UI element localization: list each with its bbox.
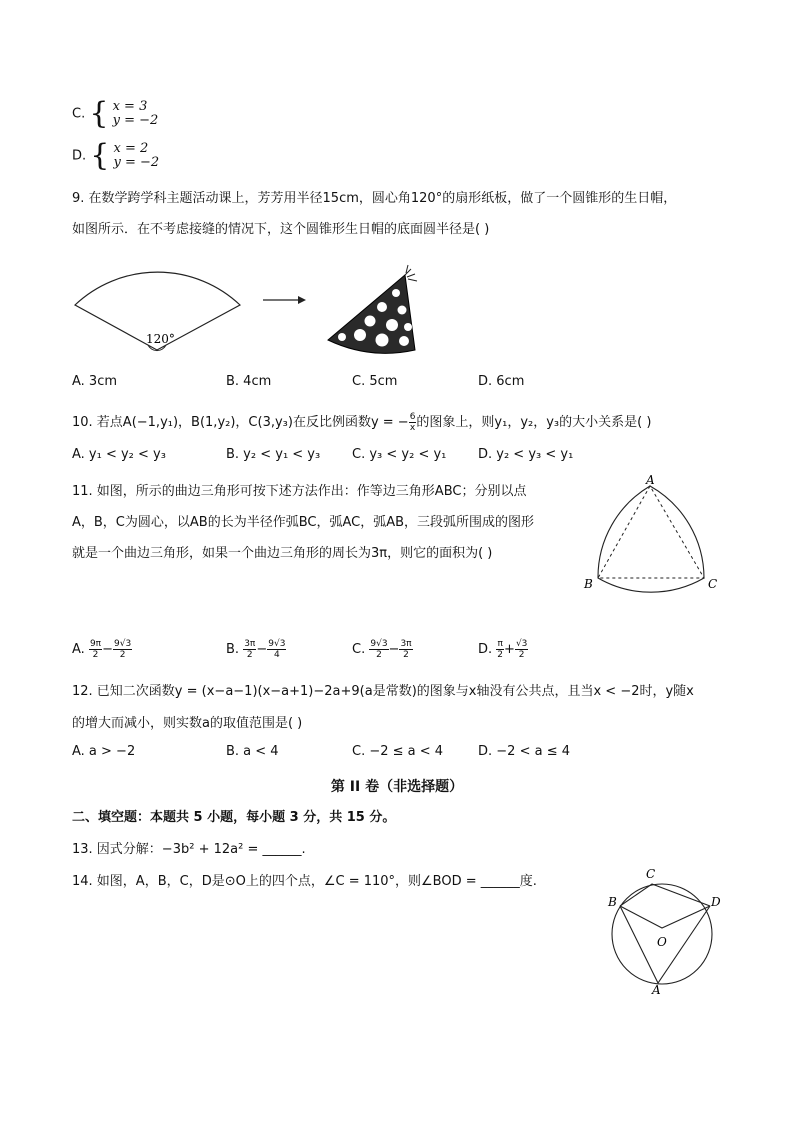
section-instruction: 二、填空题：本题共 5 小题，每小题 3 分，共 15 分。: [72, 810, 396, 825]
fraction-numerator: π: [497, 639, 503, 649]
q9-stem-line1: 9. 在数学跨学科主题活动课上，芳芳用半径15cm，圆心角120°的扇形纸板，做了一个圆锥形的生日帽，: [72, 191, 677, 206]
point-o-label: O: [657, 935, 667, 949]
fraction-denominator: x: [409, 423, 416, 433]
q12-stem-line1: 12. 已知二次函数y = (x−a−1)(x−a+1)−2a+9(a是常数)的图象与x轴没有公共点，且当x < −2时，y随x: [72, 684, 694, 699]
radii-bod: [620, 906, 710, 928]
operator: −: [388, 642, 400, 657]
q11-option-d: [478, 639, 528, 660]
option-letter: A.: [72, 642, 85, 657]
fraction-denominator: 2: [246, 650, 253, 660]
q13-stem: 13. 因式分解：−3b² + 12a² = ______.: [72, 842, 306, 857]
fraction-numerator: 6: [409, 412, 416, 422]
circle-o: [612, 884, 712, 984]
point-d-label: D: [711, 895, 721, 909]
q9-option-b: B. 4cm: [226, 374, 272, 389]
fraction: [113, 639, 132, 660]
q9-option-d: D. 6cm: [478, 374, 525, 389]
option-letter: D.: [478, 642, 493, 657]
fraction: [515, 639, 528, 660]
section-title: 第 II 卷（非选择题）: [330, 779, 464, 795]
fraction-denominator: 2: [92, 650, 99, 660]
q9-stem-line2: 如图所示．在不考虑接缝的情况下，这个圆锥形生日帽的底面圆半径是( ): [72, 222, 490, 237]
q9-figure: [70, 255, 450, 367]
q10-option-b: B. y₂ < y₁ < y₃: [226, 447, 321, 462]
equation: x = 2: [113, 141, 149, 156]
q8-option-c: [72, 96, 159, 131]
point-a-label: A: [646, 474, 655, 487]
fraction: [243, 639, 256, 660]
q12-option-a: A. a > −2: [72, 744, 136, 759]
operator: −: [102, 642, 113, 657]
q10-option-d: D. y₂ < y₃ < y₁: [478, 447, 574, 462]
equation: x = 3: [112, 99, 148, 114]
q9-option-c: C. 5cm: [352, 374, 398, 389]
curved-triangle: [598, 486, 704, 592]
fraction: [89, 639, 102, 660]
fraction-numerator: 9√3: [370, 639, 388, 649]
operator: +: [504, 642, 515, 657]
q12-option-b: B. a < 4: [226, 744, 279, 759]
q12-option-d: D. −2 < a ≤ 4: [478, 744, 570, 759]
q11-stem-line2: A，B，C为圆心，以AB的长为半径作弧BC，弧AC，弧AB，三段弧所围成的图形: [72, 515, 535, 530]
q10-stem: [72, 411, 651, 433]
fraction-numerator: 9√3: [268, 639, 286, 649]
q11-option-a: [72, 639, 132, 660]
equilateral-triangle: [598, 486, 704, 578]
angle-label: 120°: [146, 332, 175, 346]
q11-stem-line3: 就是一个曲边三角形，如果一个曲边三角形的周长为3π，则它的面积为( ): [72, 546, 493, 561]
point-c-label: C: [646, 867, 656, 881]
q10-option-c: C. y₃ < y₂ < y₁: [352, 447, 447, 462]
q10-option-a: A. y₁ < y₂ < y₃: [72, 447, 166, 462]
option-letter: C.: [72, 106, 86, 122]
point-b-label: B: [584, 577, 593, 591]
q11-stem-line1: 11. 如图，所示的曲边三角形可按下述方法作出：作等边三角形ABC；分别以点: [72, 484, 527, 499]
q11-figure: [580, 474, 728, 598]
q8-option-d: [72, 138, 160, 173]
option-letter: B.: [226, 642, 240, 657]
q14-stem: 14. 如图，A，B，C，D是⊙O上的四个点，∠C = 110°，则∠BOD = ______度.: [72, 874, 537, 889]
fraction-denominator: 2: [376, 650, 382, 660]
fraction: [496, 639, 504, 660]
q11-option-b: [226, 639, 286, 660]
arrow-head-icon: [298, 296, 306, 304]
fraction-denominator: 2: [518, 650, 525, 660]
operator: −: [256, 642, 268, 657]
fraction-numerator: 3π: [244, 639, 256, 649]
equation: y = −2: [113, 155, 160, 170]
fraction-numerator: 9√3: [114, 639, 132, 649]
brace-icon: {: [89, 96, 109, 131]
fraction: [399, 639, 412, 660]
point-c-label: C: [708, 577, 718, 591]
fraction-denominator: 2: [403, 650, 409, 660]
q14-figure: [600, 862, 730, 998]
fraction-numerator: 3π: [400, 639, 412, 649]
q10-stem-part1: 10. 若点A(−1,y₁)，B(1,y₂)，C(3,y₃)在反比例函数y = −: [72, 415, 409, 430]
equation-system: [114, 142, 160, 170]
chord-bcd: [620, 884, 710, 906]
q9-option-a: A. 3cm: [72, 374, 118, 389]
option-letter: C.: [352, 642, 366, 657]
fraction-denominator: 2: [119, 650, 126, 660]
equation: y = −2: [112, 113, 159, 128]
fraction-numerator: 9π: [89, 639, 102, 649]
equation-system: [113, 100, 159, 128]
fraction-denominator: 2: [497, 650, 504, 660]
q11-option-c: [352, 639, 413, 660]
q12-stem-line2: 的增大而减小，则实数a的取值范围是( ): [72, 716, 303, 731]
point-a-label: A: [652, 983, 661, 997]
point-b-label: B: [608, 895, 617, 909]
option-letter: D.: [72, 148, 87, 164]
fraction: [369, 639, 388, 660]
brace-icon: {: [90, 138, 110, 173]
fraction-numerator: √3: [515, 639, 528, 649]
fraction-denominator: 4: [273, 650, 280, 660]
q10-stem-part2: 的图象上，则y₁，y₂，y₃的大小关系是( ): [416, 415, 652, 430]
party-hat-icon: [328, 265, 417, 353]
fraction: [267, 639, 286, 660]
q12-option-c: C. −2 ≤ a < 4: [352, 744, 444, 759]
